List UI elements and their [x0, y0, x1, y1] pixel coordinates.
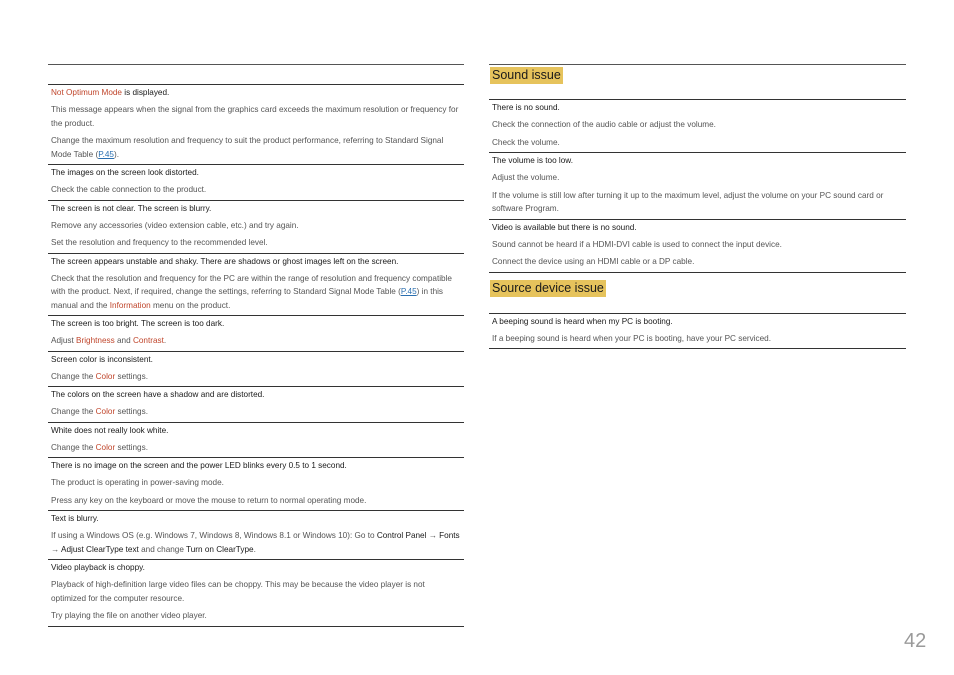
- symptom-text: [489, 314, 906, 329]
- solution-text: [48, 402, 464, 422]
- text-segment: and change: [138, 544, 187, 554]
- menu-path-term: Adjust ClearType text: [61, 544, 139, 554]
- symptom-text: [48, 511, 464, 526]
- symptom-text: [48, 387, 464, 402]
- solution-text: [48, 526, 464, 559]
- page-number: 42: [904, 630, 927, 652]
- symptom-text: [489, 220, 906, 235]
- text-segment: If a beeping sound is heard when your PC is booting, have your PC serviced.: [492, 333, 771, 343]
- text-segment: Change the maximum resolution and frequency to suit the product performance, referring to Standard Signal Mode Table (: [51, 136, 444, 159]
- text-segment: Playback of high-definition large video files can be choppy. This may be because the video player is not optimized for the computer resource.: [51, 580, 425, 603]
- text-segment: Change the: [51, 407, 96, 416]
- text-segment: settings.: [115, 407, 148, 416]
- menu-path-term: Fonts: [439, 531, 460, 540]
- text-segment: White does not really look white.: [51, 425, 169, 435]
- table-row: [489, 219, 906, 272]
- text-segment: There is no sound.: [492, 103, 560, 112]
- symptom-text: [489, 153, 906, 168]
- menu-path-term: Turn on ClearType: [186, 544, 254, 554]
- text-segment: The screen appears unstable and shaky. There are shadows or ghost images left on the screen.: [51, 256, 399, 266]
- text-segment: Check the connection of the audio cable or adjust the volume.: [492, 120, 716, 129]
- table-row: [489, 314, 906, 349]
- solution-text: [489, 235, 906, 255]
- highlighted-term: Not Optimum Mode: [51, 88, 122, 97]
- text-segment: Sound cannot be heard if a HDMI-DVI cable is used to connect the input device.: [492, 239, 782, 249]
- solution-text: [48, 493, 464, 511]
- text-segment: and: [114, 336, 133, 345]
- text-segment: →: [426, 531, 440, 540]
- source-device-issue-heading: Source device issue: [492, 280, 604, 295]
- solution-text: [489, 329, 906, 349]
- text-segment: A beeping sound is heard when my PC is booting.: [492, 316, 673, 326]
- solution-text: [48, 216, 464, 236]
- table-row: [48, 253, 464, 316]
- highlighted-term: Color: [95, 407, 116, 416]
- right-column: [489, 64, 906, 349]
- text-segment: .: [253, 544, 256, 554]
- highlighted-term: Brightness: [76, 336, 115, 345]
- solution-text: [489, 188, 906, 219]
- highlighted-term: Information: [109, 300, 151, 310]
- table-row: [48, 510, 464, 559]
- text-segment: Video playback is choppy.: [51, 563, 145, 572]
- page-link[interactable]: P.45: [400, 287, 417, 296]
- text-segment: If the volume is still low after turning it up to the maximum level, adjust the volume on your PC sound card or software Program.: [492, 190, 884, 213]
- symptom-text: [489, 100, 906, 115]
- text-segment: This message appears when the signal from the graphics card exceeds the maximum resolution or frequency for the product.: [51, 105, 459, 128]
- source-device-issue-table: [489, 313, 906, 350]
- text-segment: Check the cable connection to the product.: [51, 185, 207, 194]
- text-segment: Check the volume.: [492, 137, 560, 147]
- symptom-text: [48, 560, 464, 575]
- text-segment: ) in this manual and the: [51, 287, 444, 310]
- text-segment: menu on the product.: [150, 300, 231, 310]
- solution-text: [48, 100, 464, 133]
- table-row: [48, 559, 464, 626]
- table-row: [48, 85, 464, 164]
- text-segment: If using a Windows OS (e.g. Windows 7, Windows 8, Windows 8.1 or Windows 10): Go to: [51, 531, 377, 540]
- text-segment: The screen is not clear. The screen is blurry.: [51, 203, 212, 213]
- solution-text: [48, 473, 464, 493]
- solution-text: [48, 608, 464, 626]
- text-segment: Check that the resolution and frequency for the PC are within the range of resolution and frequency compatible with the product. Next, if required, change the settings, referring to Standard Signal Mode Table (: [51, 273, 452, 296]
- text-segment: The images on the screen look distorted.: [51, 168, 199, 177]
- table-row: [48, 386, 464, 422]
- solution-text: [48, 367, 464, 387]
- solution-text: [489, 168, 906, 188]
- solution-text: [48, 331, 464, 351]
- text-segment: Change the: [51, 442, 96, 452]
- troubleshooting-table: [48, 84, 464, 627]
- highlighted-term: Color: [95, 442, 116, 452]
- solution-text: [48, 133, 464, 164]
- symptom-text: [48, 458, 464, 473]
- solution-text: [48, 269, 464, 316]
- text-segment: Set the resolution and frequency to the recommended level.: [51, 238, 268, 247]
- table-row: [48, 351, 464, 387]
- text-segment: Screen color is inconsistent.: [51, 354, 153, 364]
- page-link[interactable]: P.45: [98, 149, 114, 159]
- symptom-text: [48, 254, 464, 269]
- solution-text: [48, 235, 464, 253]
- table-row: [489, 100, 906, 152]
- text-segment: Video is available but there is no sound.: [492, 222, 637, 232]
- text-segment: is displayed.: [121, 88, 170, 97]
- table-row: [48, 200, 464, 253]
- text-segment: Remove any accessories (video extension cable, etc.) and try again.: [51, 220, 299, 230]
- text-segment: The product is operating in power-saving mode.: [51, 478, 224, 487]
- text-segment: Press any key on the keyboard or move the mouse to return to normal operating mode.: [51, 495, 367, 505]
- table-row: [489, 152, 906, 219]
- text-segment: Adjust the volume.: [492, 173, 560, 182]
- solution-text: [48, 575, 464, 608]
- text-segment: Text is blurry.: [51, 514, 99, 523]
- table-row: [48, 457, 464, 510]
- left-column: [48, 64, 464, 627]
- sound-issue-table: [489, 99, 906, 273]
- text-segment: settings.: [115, 371, 148, 381]
- text-segment: →: [51, 544, 62, 554]
- text-segment: settings.: [115, 442, 148, 452]
- text-segment: ).: [113, 149, 119, 159]
- text-segment: .: [163, 336, 167, 345]
- table-row: [48, 164, 464, 200]
- symptom-text: [48, 316, 464, 331]
- solution-text: [48, 438, 464, 458]
- table-row: [48, 315, 464, 351]
- symptom-text: [48, 201, 464, 216]
- text-segment: Try playing the file on another video player.: [51, 611, 207, 620]
- highlighted-term: Contrast: [132, 336, 164, 345]
- sound-issue-heading: Sound issue: [492, 68, 561, 82]
- text-segment: Change the: [51, 371, 96, 381]
- solution-text: [489, 115, 906, 135]
- menu-path-term: Control Panel: [376, 531, 427, 540]
- text-segment: Connect the device using an HDMI cable or a DP cable.: [492, 257, 695, 266]
- symptom-text: [48, 423, 464, 438]
- solution-text: [489, 254, 906, 272]
- symptom-text: [48, 352, 464, 367]
- text-segment: Adjust: [51, 336, 77, 345]
- text-segment: The screen is too bright. The screen is too dark.: [51, 319, 225, 328]
- text-segment: There is no image on the screen and the power LED blinks every 0.5 to 1 second.: [51, 461, 347, 470]
- text-segment: The colors on the screen have a shadow and are distorted.: [51, 390, 265, 399]
- highlighted-term: Color: [95, 371, 116, 381]
- symptom-text: [48, 85, 464, 100]
- solution-text: [489, 135, 906, 153]
- table-row: [48, 422, 464, 458]
- symptom-text: [48, 165, 464, 180]
- solution-text: [48, 180, 464, 200]
- text-segment: The volume is too low.: [492, 156, 574, 165]
